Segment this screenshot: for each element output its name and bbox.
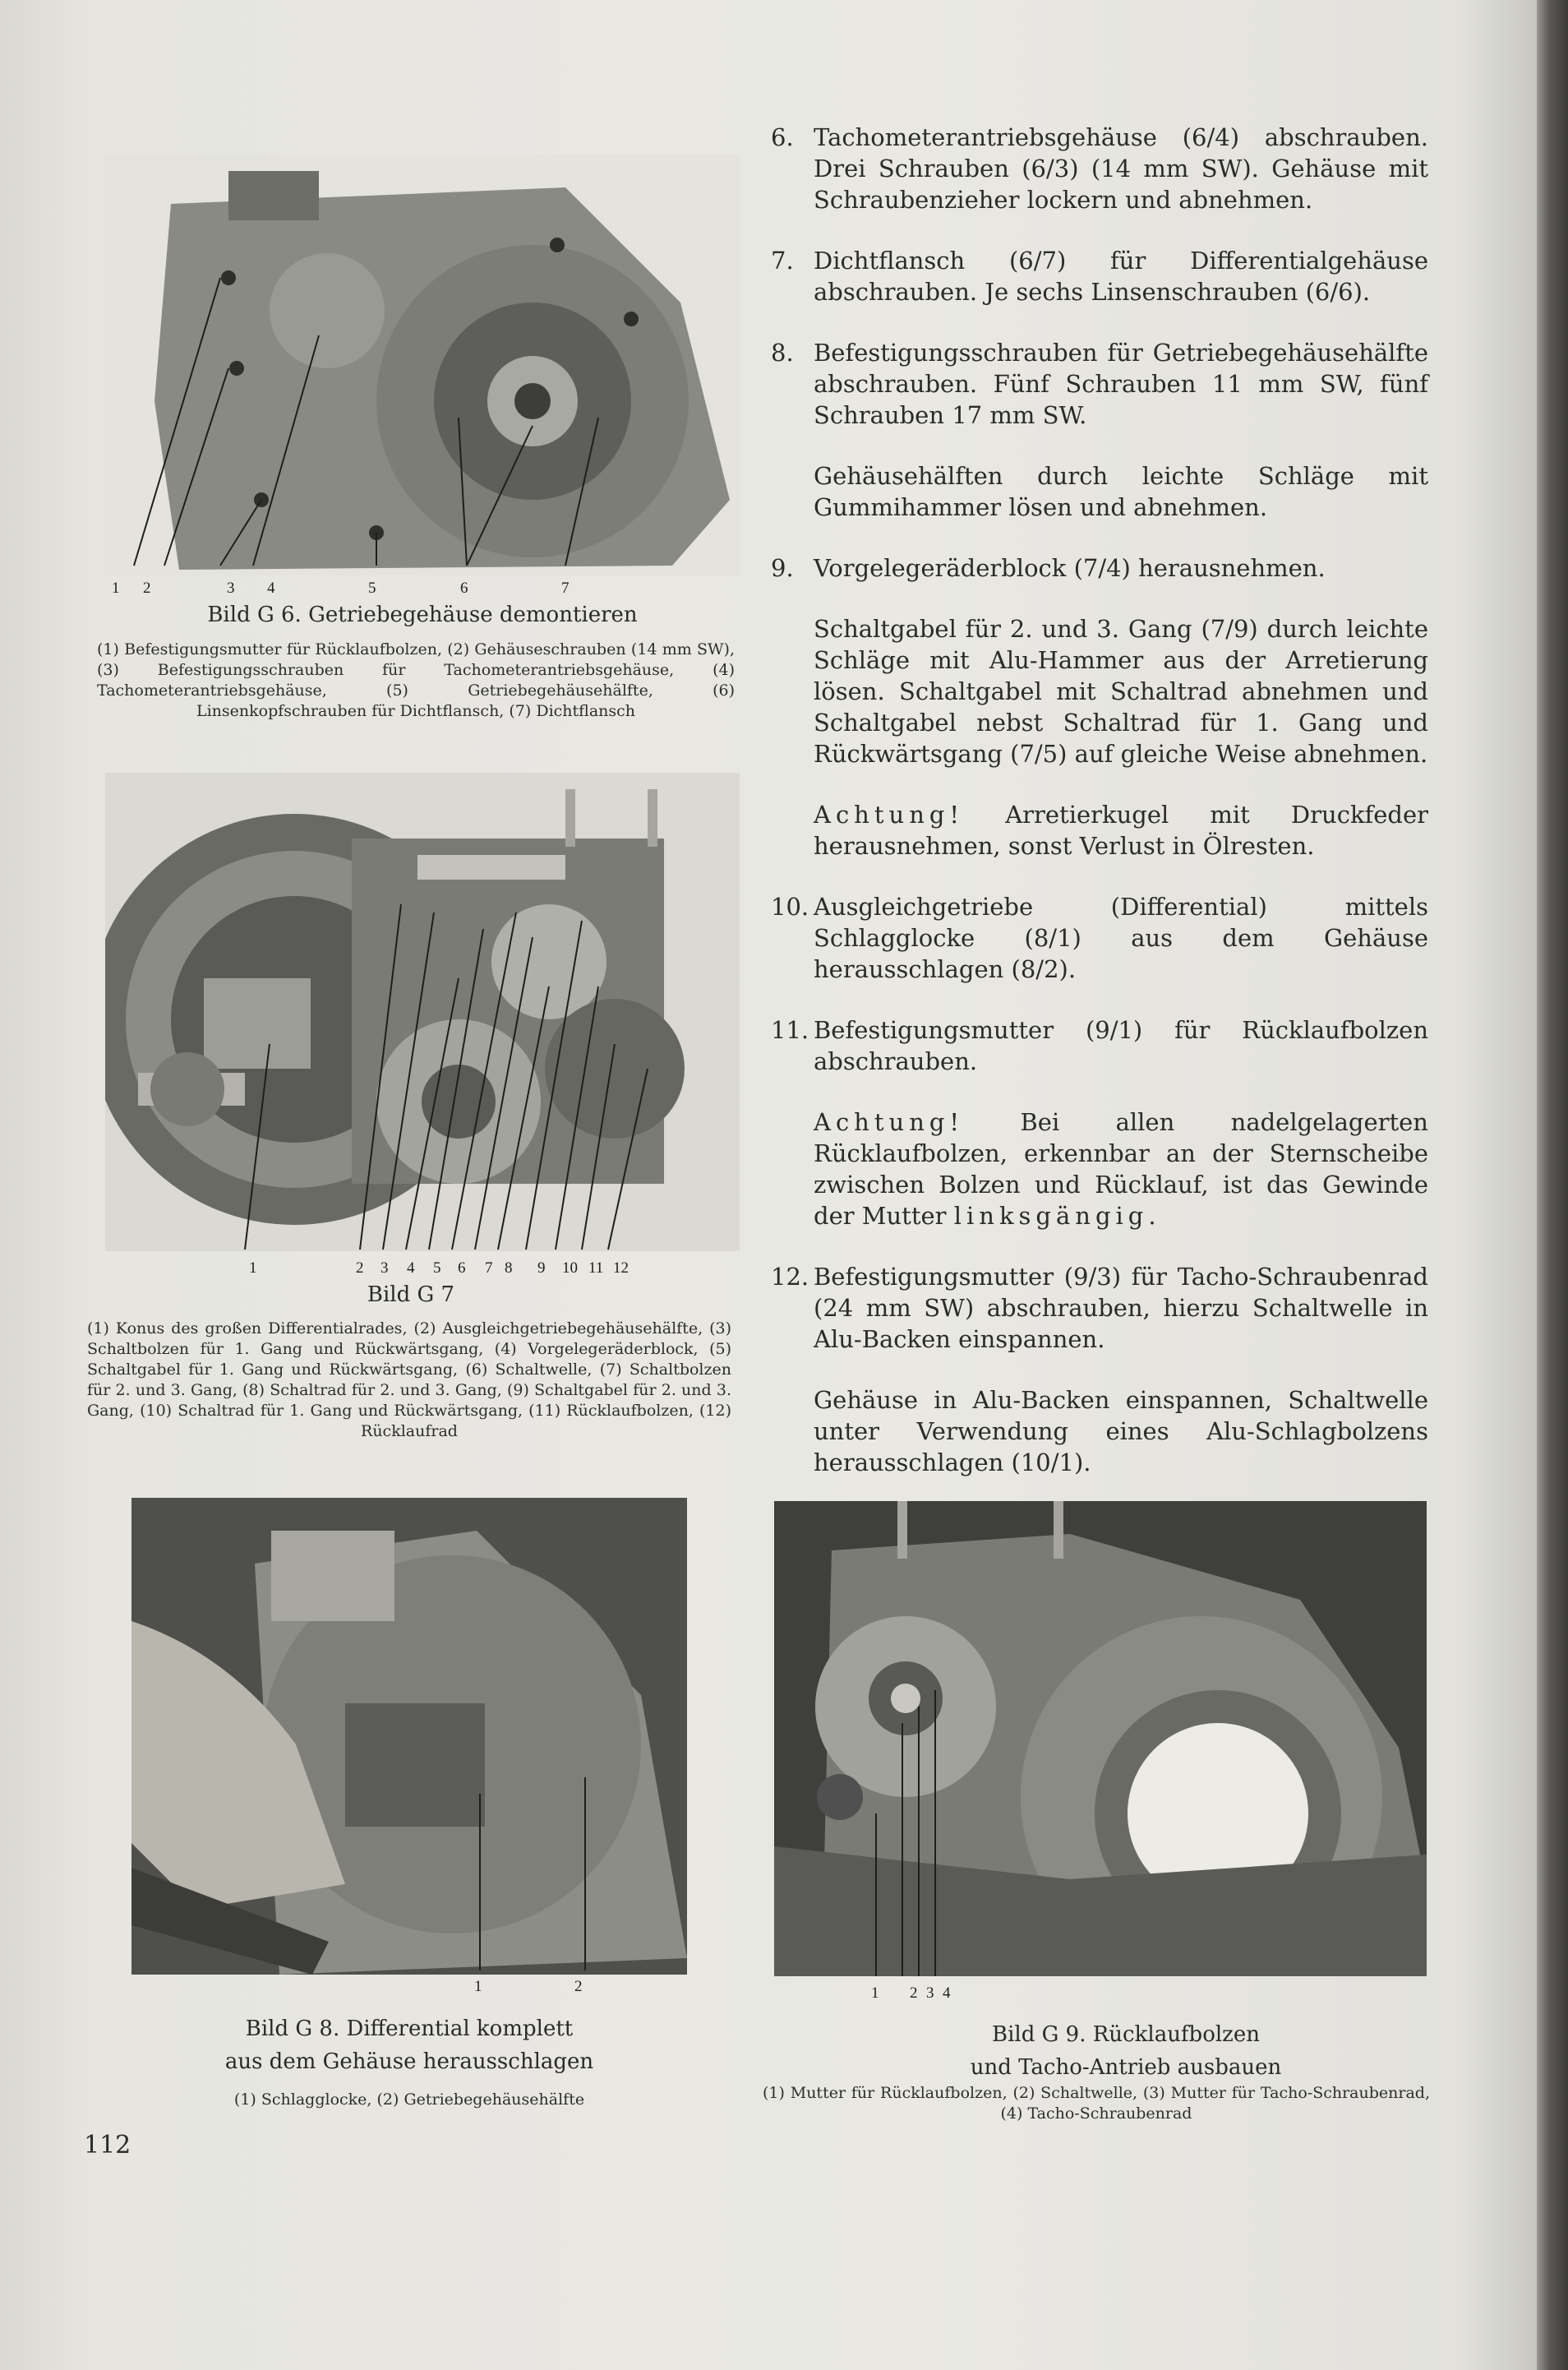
step-text: Vorgelegeräderblock (7/4) herausnehmen. xyxy=(814,554,1326,582)
step-number: 9. xyxy=(771,554,794,582)
step-7 xyxy=(771,245,1428,307)
gear-train-image xyxy=(105,773,740,1251)
step-number: 12. xyxy=(771,1263,809,1291)
step-11-warning xyxy=(771,1106,1428,1231)
g6-leader-1: 1 xyxy=(112,580,120,597)
g9-leader-4: 4 xyxy=(943,1984,951,2002)
figure-g8-photo xyxy=(131,1498,687,1975)
step-text: Ausgleichgetriebe (Differential) mittels Schlagglocke (8/1) aus dem Gehäuse herausschlagen (8/2). xyxy=(814,893,1428,983)
step-text: Dichtflansch (6/7) für Differentialgehäuse abschrauben. Je sechs Linsenschrauben (6/6). xyxy=(814,247,1428,306)
g7-leader-2: 2 xyxy=(356,1259,364,1277)
g7-caption-title: Bild G 7 xyxy=(367,1282,455,1307)
warning-word: Achtung! xyxy=(814,801,965,829)
g6-leader-7: 7 xyxy=(561,580,570,597)
g7-leader-8: 8 xyxy=(505,1259,513,1277)
step-10 xyxy=(771,891,1428,985)
step-text: Befestigungsschrauben für Getriebegehäusehälfte abschrauben. Fünf Schrauben 11 mm SW, fünf Schrauben 17 mm SW. xyxy=(814,339,1428,429)
step-9-followup: Schaltgabel für 2. und 3. Gang (7/9) durch leichte Schläge mit Alu-Hammer aus der Arretierung lösen. Schaltgabel mit Schaltrad abnehmen und Schaltgabel nebst Schaltrad für 1. Gang und Rückwärtsgang (7/5) auf gleiche Weise abnehmen. xyxy=(814,615,1428,768)
step-number: 8. xyxy=(771,339,794,367)
step-text: Befestigungsmutter (9/1) für Rücklaufbolzen abschrauben. xyxy=(814,1016,1428,1075)
step-11 xyxy=(771,1014,1428,1077)
gearbox-housing-image xyxy=(105,155,740,575)
page-number: 112 xyxy=(84,2131,131,2160)
g8-leader-1: 1 xyxy=(474,1978,482,1995)
book-edge xyxy=(1537,0,1568,2370)
step-8 xyxy=(771,337,1428,431)
g8-caption-title-line2: aus dem Gehäuse herausschlagen xyxy=(224,2049,594,2074)
g6-leader-4: 4 xyxy=(267,580,275,597)
step-9-warning xyxy=(771,799,1428,862)
g7-leader-6: 6 xyxy=(458,1259,466,1277)
g7-leader-3: 3 xyxy=(380,1259,389,1277)
g6-leader-3: 3 xyxy=(227,580,235,597)
g8-leader-2: 2 xyxy=(574,1978,583,1995)
g7-leader-4: 4 xyxy=(407,1259,415,1277)
g7-leader-9: 9 xyxy=(537,1259,546,1277)
g8-caption-legend: (1) Schlagglocke, (2) Getriebegehäusehälfte xyxy=(233,2090,585,2109)
reverse-shaft-image xyxy=(774,1501,1427,1976)
g7-leader-11: 11 xyxy=(588,1259,604,1277)
g7-leader-5: 5 xyxy=(433,1259,441,1277)
g8-caption-title-line1: Bild G 8. Differential komplett xyxy=(245,2017,574,2041)
g6-leader-2: 2 xyxy=(143,580,151,597)
g7-leader-1: 1 xyxy=(249,1259,257,1277)
g7-leader-10: 10 xyxy=(562,1259,578,1277)
step-text: Befestigungsmutter (9/3) für Tacho-Schraubenrad (24 mm SW) abschrauben, hierzu Schaltwelle in Alu-Backen einspannen. xyxy=(814,1263,1428,1353)
g9-leader-1: 1 xyxy=(871,1984,879,2002)
differential-removal-image xyxy=(131,1498,687,1975)
figure-g7-photo xyxy=(105,773,740,1251)
g9-leader-2: 2 xyxy=(910,1984,918,2002)
step-text: Tachometerantriebsgehäuse (6/4) abschrauben. Drei Schrauben (6/3) (14 mm SW). Gehäuse mit Schraubenzieher lockern und abnehmen. xyxy=(814,123,1428,214)
step-number: 7. xyxy=(771,247,794,275)
figure-g9-photo xyxy=(774,1501,1427,1976)
step-9 xyxy=(771,552,1428,584)
figure-g6-photo xyxy=(105,155,740,575)
step-12-followup: Gehäuse in Alu-Backen einspannen, Schaltwelle unter Verwendung eines Alu-Schlagbolzens herausschlagen (10/1). xyxy=(814,1386,1428,1476)
g6-leader-5: 5 xyxy=(368,580,376,597)
g7-leader-12: 12 xyxy=(613,1259,629,1277)
instruction-column xyxy=(771,122,1428,1508)
g6-caption-legend: (1) Befestigungsmutter für Rücklaufbolzen, (2) Gehäuseschrauben (14 mm SW), (3) Befestigungsschrauben für Tachometerantriebsgehäuse, (4) Tachometerantriebsgehäuse, (5) Getriebegehäusehälfte, (6) Linsenkopfschrauben für Dichtflansch, (7) Dichtflansch xyxy=(97,640,735,720)
g7-caption-legend: (1) Konus des großen Differentialrades, (2) Ausgleichgetriebegehäusehälfte, (3) Schaltbolzen für 1. Gang und Rückwärtsgang, (4) Vorgelegeräderblock, (5) Schaltgabel für 1. Gang und Rückwärtsgang, (6) Schaltwelle, (7) Schaltbolzen für 2. und 3. Gang, (8) Schaltrad für 2. und 3. Gang, (9) Schaltgabel für 2. und 3. Gang, (10) Schaltrad für 1. Gang und Rückwärtsgang, (11) Rücklaufbolzen, (12) Rücklaufrad xyxy=(87,1319,731,1440)
g7-leader-7: 7 xyxy=(485,1259,493,1277)
g9-caption-title-line1: Bild G 9. Rücklaufbolzen xyxy=(991,2022,1260,2047)
warning-emphasis: linksgängig xyxy=(953,1202,1149,1230)
g6-leader-6: 6 xyxy=(460,580,468,597)
step-number: 10. xyxy=(771,893,809,921)
warning-end: . xyxy=(1148,1202,1156,1230)
step-8-followup: Gehäusehälften durch leichte Schläge mit Gummihammer lösen und abnehmen. xyxy=(814,462,1428,521)
g9-caption-title-line2: und Tacho-Antrieb ausbauen xyxy=(970,2055,1282,2080)
step-number: 11. xyxy=(771,1016,809,1044)
step-number: 6. xyxy=(771,123,794,151)
warning-text: Bei allen nadelgelagerten Rücklaufbolzen, erkennbar an der Sternscheibe zwischen Bolzen und Rücklauf, ist das Gewinde der Mutter xyxy=(814,1108,1428,1230)
g6-caption-title: Bild G 6. Getriebegehäuse demontieren xyxy=(207,603,638,627)
g9-leader-3: 3 xyxy=(926,1984,934,2002)
g9-caption-legend: (1) Mutter für Rücklaufbolzen, (2) Schaltwelle, (3) Mutter für Tacho-Schraubenrad, (4) Tacho-Schraubenrad xyxy=(763,2084,1430,2123)
warning-text: Arretierkugel mit Druckfeder herausnehmen, sonst Verlust in Ölresten. xyxy=(814,801,1428,860)
step-6 xyxy=(771,122,1428,215)
step-12 xyxy=(771,1261,1428,1355)
warning-word: Achtung! xyxy=(814,1108,965,1136)
